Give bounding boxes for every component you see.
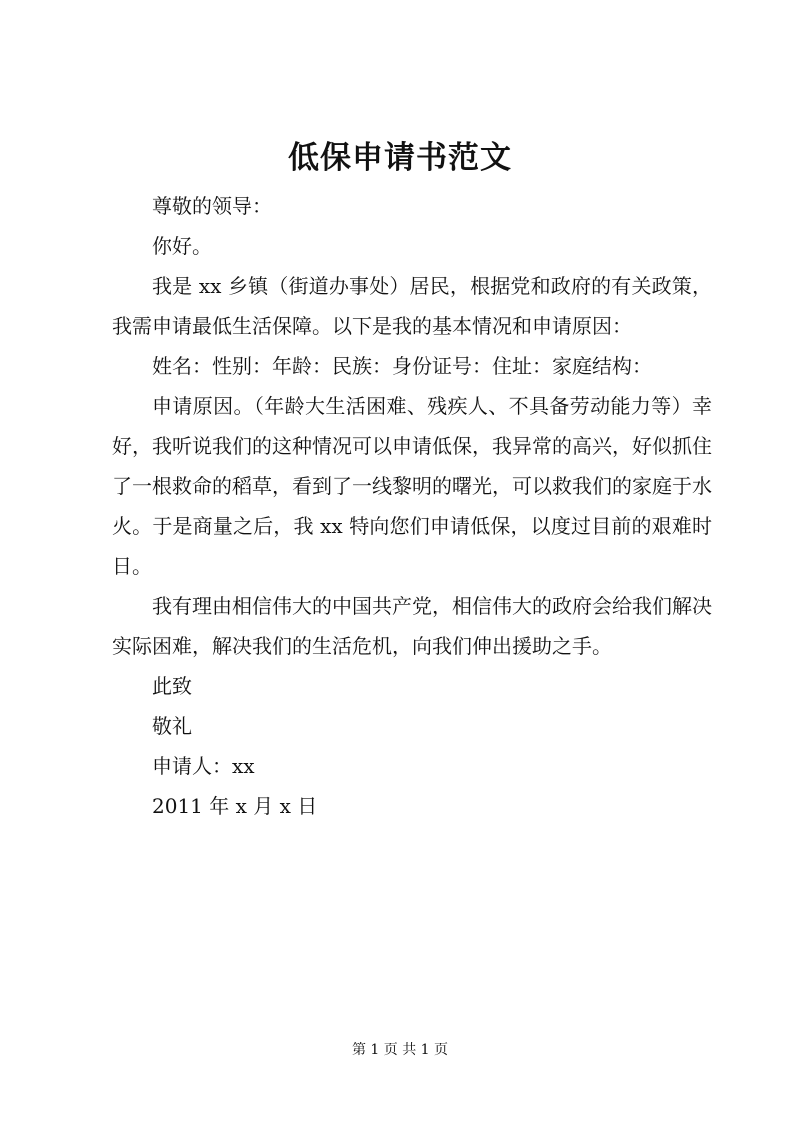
belief-paragraph: 我有理由相信伟大的中国共产党，相信伟大的政府会给我们解决实际困难，解决我们的生活危机，向我们伸出援助之手。 <box>112 594 712 658</box>
applicant-line: 申请人：xx <box>152 754 255 778</box>
closing-jing-li: 敬礼 <box>152 714 192 738</box>
document-body <box>112 186 712 826</box>
reason-paragraph: 申请原因。（年龄大生活困难、残疾人、不具备劳动能力等）幸好，我听说我们的这种情况可以申请低保，我异常的高兴，好似抓住了一根救命的稻草，看到了一线黎明的曙光，可以救我们的家庭于水火。于是商量之后，我 xx 特向您们申请低保，以度过目前的艰难时日。 <box>112 394 712 578</box>
salutation: 尊敬的领导： <box>152 194 272 218</box>
date-line: 2011 年 x 月 x 日 <box>152 794 318 818</box>
document-title: 低保申请书范文 <box>288 140 512 176</box>
page-footer: 第 1 页 共 1 页 <box>351 1042 449 1058</box>
closing-ci-zhi: 此致 <box>152 674 192 698</box>
greeting: 你好。 <box>152 234 212 258</box>
intro-paragraph: 我是 xx 乡镇（街道办事处）居民，根据党和政府的有关政策，我需申请最低生活保障。以下是我的基本情况和申请原因： <box>112 274 712 338</box>
basic-info-paragraph: 姓名：性别：年龄：民族：身份证号：住址：家庭结构： <box>152 354 652 378</box>
